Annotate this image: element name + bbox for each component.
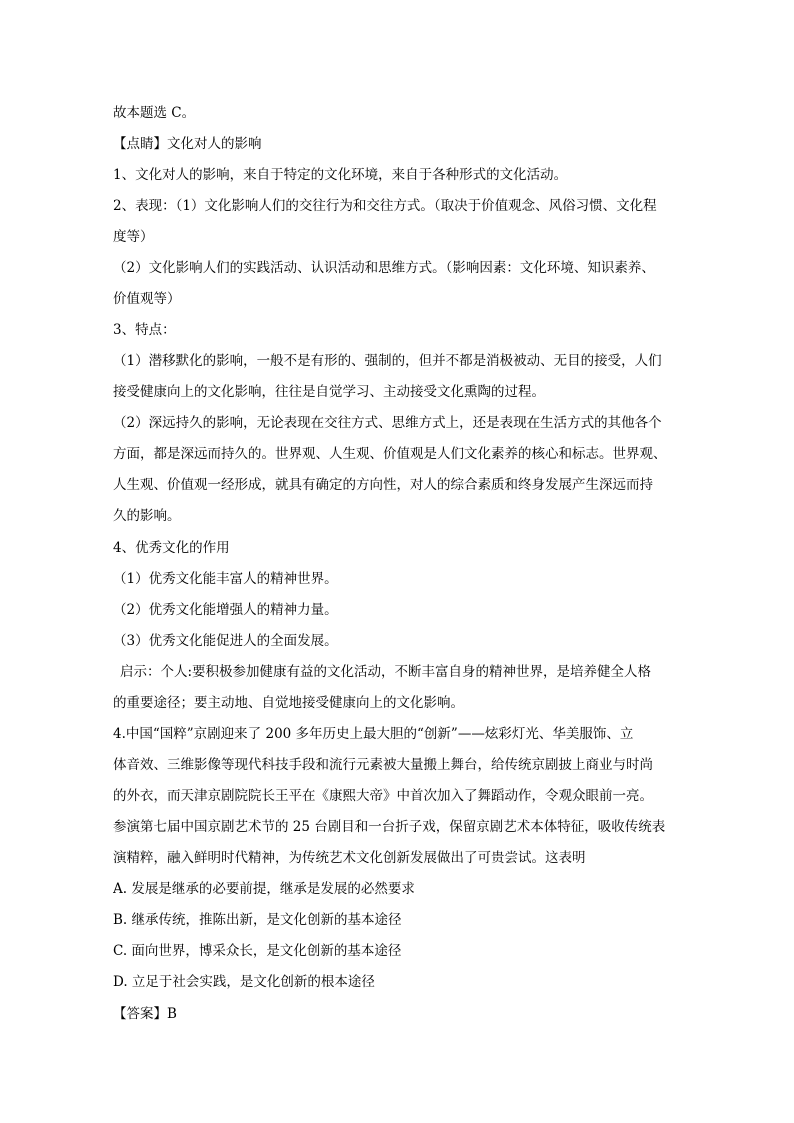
point-1: 1、文化对人的影响，来自于特定的文化环境，来自于各种形式的文化活动。 — [113, 167, 568, 183]
option-d: D. 立足于社会实践，是文化创新的根本途径 — [113, 974, 375, 990]
point-4-sub-1: （1）优秀文化能丰富人的精神世界。 — [113, 571, 338, 587]
point-3-sub-2-line-3: 人生观、价值观一经形成，就具有确定的方向性，对人的综合素质和终身发展产生深远而持 — [113, 477, 653, 493]
point-3-sub-1-line-1: （1）潜移默化的影响，一般不是有形的、强制的，但并不都是消极被动、无目的接受，人们 — [113, 353, 662, 369]
question-4-line-4: 参演第七届中国京剧艺术节的 25 台剧目和一台折子戏，保留京剧艺术本体特征，吸收传统表 — [113, 819, 666, 835]
option-a: A. 发展是继承的必要前提，继承是发展的必然要求 — [113, 881, 415, 897]
point-2-line-2: 度等） — [113, 229, 154, 245]
point-2-line-1: 2、表现：（1）文化影响人们的交往行为和交往方式。（取决于价值观念、风俗习惯、文化程 — [113, 198, 657, 214]
point-4-sub-3: （3）优秀文化能促进人的全面发展。 — [113, 633, 338, 649]
point-2-sub-2-line-1: （2）文化影响人们的实践活动、认识活动和思维方式。（影响因素：文化环境、知识素养、 — [113, 260, 655, 276]
qishi-line-1: 启示：个人:要积极参加健康有益的文化活动，不断丰富自身的精神世界，是培养健全人格 — [120, 664, 652, 680]
point-4-heading: 4、优秀文化的作用 — [113, 540, 230, 556]
point-3-sub-1-line-2: 接受健康向上的文化影响，往往是自觉学习、主动接受文化熏陶的过程。 — [113, 384, 545, 400]
question-4-line-1: 4.中国“国粹”京剧迎来了 200 多年历史上最大胆的“创新”——炫彩灯光、华美服饰、立 — [113, 726, 634, 742]
dianjing-heading: 【点睛】文化对人的影响 — [113, 136, 262, 152]
intro-text: 故本题选 C。 — [113, 105, 196, 121]
question-4-line-5: 演精粹，融入鲜明时代精神，为传统艺术文化创新发展做出了可贵尝试。这表明 — [113, 850, 586, 866]
point-3-sub-2-line-4: 久的影响。 — [113, 508, 181, 524]
answer-label: 【答案】B — [113, 1006, 177, 1022]
point-2-sub-2-line-2: 价值观等） — [113, 291, 181, 307]
point-3-sub-2-line-2: 方面，都是深远而持久的。世界观、人生观、价值观是人们文化素养的核心和标志。世界观、 — [113, 446, 667, 462]
option-c: C. 面向世界，博采众长，是文化创新的基本途径 — [113, 943, 402, 959]
question-4-line-3: 的外衣，而天津京剧院院长王平在《康熙大帝》中首次加入了舞蹈动作，令观众眼前一亮。 — [113, 788, 653, 804]
option-b: B. 继承传统，推陈出新，是文化创新的基本途径 — [113, 912, 402, 928]
qishi-line-2: 的重要途径；要主动地、自觉地接受健康向上的文化影响。 — [113, 695, 464, 711]
point-3-sub-2-line-1: （2）深远持久的影响，无论表现在交往方式、思维方式上，还是表现在生活方式的其他各个 — [113, 415, 662, 431]
question-4-line-2: 体音效、三维影像等现代科技手段和流行元素被大量搬上舞台，给传统京剧披上商业与时尚 — [113, 757, 653, 773]
point-4-sub-2: （2）优秀文化能增强人的精神力量。 — [113, 602, 338, 618]
point-3-heading: 3、特点： — [113, 322, 176, 338]
